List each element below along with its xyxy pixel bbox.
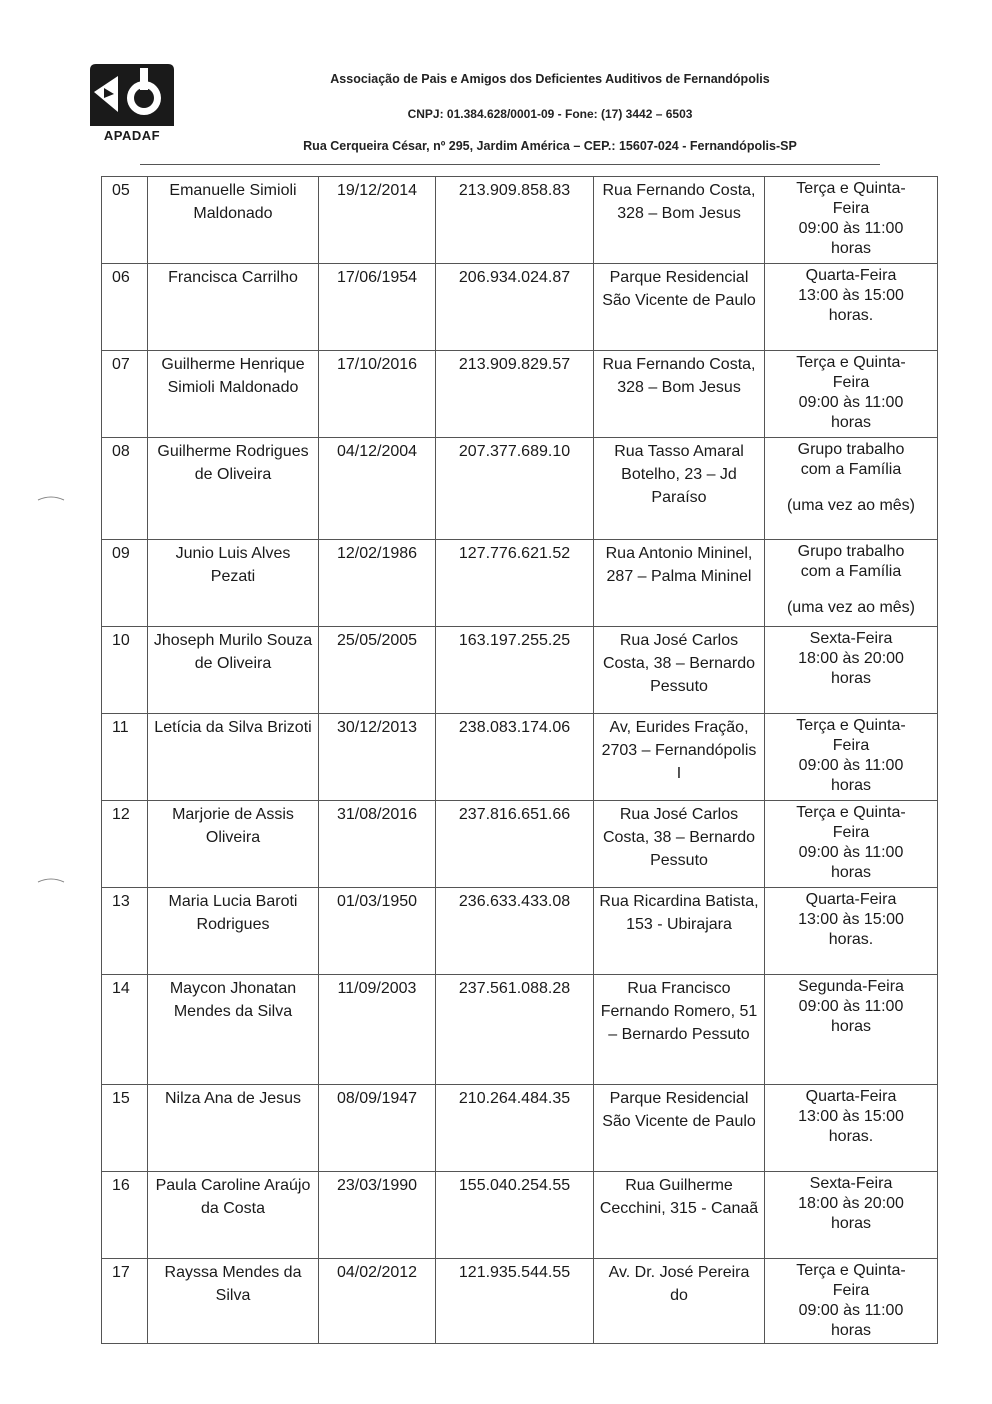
schedule-text: Sexta-Feira 18:00 às 20:00 horas (798, 630, 904, 687)
birth-date: 30/12/2013 (319, 714, 436, 801)
row-number: 08 (102, 438, 148, 540)
person-address: Rua Tasso Amaral Botelho, 23 – Jd Paraíso (594, 438, 765, 540)
document-number: 236.633.433.08 (436, 888, 594, 975)
table-row (102, 438, 938, 540)
schedule-text: Quarta-Feira 13:00 às 15:00 horas. (798, 1088, 904, 1145)
schedule (765, 888, 938, 975)
schedule (765, 540, 938, 627)
person-address: Parque Residencial São Vicente de Paulo (594, 264, 765, 351)
person-name: Francisca Carrilho (148, 264, 319, 351)
document-number: 155.040.254.55 (436, 1172, 594, 1259)
table-row (102, 351, 938, 438)
birth-date: 12/02/1986 (319, 540, 436, 627)
person-name: Letícia da Silva Brizoti (148, 714, 319, 801)
schedule-text: Terça e Quinta- Feira 09:00 às 11:00 horas (796, 717, 906, 794)
person-name: Emanuelle Simioli Maldonado (148, 177, 319, 264)
person-address: Rua Ricardina Batista, 153 - Ubirajara (594, 888, 765, 975)
birth-date: 08/09/1947 (319, 1085, 436, 1172)
birth-date: 04/12/2004 (319, 438, 436, 540)
document-number: 213.909.829.57 (436, 351, 594, 438)
person-name: Maria Lucia Baroti Rodrigues (148, 888, 319, 975)
table-row (102, 627, 938, 714)
logo-text: APADAF (103, 128, 161, 143)
row-number: 11 (102, 714, 148, 801)
person-name: Nilza Ana de Jesus (148, 1085, 319, 1172)
person-name: Guilherme Rodrigues de Oliveira (148, 438, 319, 540)
document-number: 237.561.088.28 (436, 975, 594, 1085)
row-number: 13 (102, 888, 148, 975)
schedule-note: (uma vez ao mês) (786, 599, 916, 616)
row-number: 14 (102, 975, 148, 1085)
birth-date: 11/09/2003 (319, 975, 436, 1085)
schedule (765, 1085, 938, 1172)
table-row (102, 1172, 938, 1259)
row-number: 17 (102, 1259, 148, 1344)
beneficiaries-table (101, 176, 938, 1344)
person-address: Rua Francisco Fernando Romero, 51 – Bernardo Pessuto (594, 975, 765, 1085)
schedule (765, 1172, 938, 1259)
person-address: Rua Antonio Mininel, 287 – Palma Mininel (594, 540, 765, 627)
row-number: 16 (102, 1172, 148, 1259)
schedule-text: Terça e Quinta- Feira 09:00 às 11:00 horas (796, 1262, 906, 1339)
row-number: 07 (102, 351, 148, 438)
schedule-note: (uma vez ao mês) (786, 497, 916, 514)
schedule-text: Segunda-Feira 09:00 às 11:00 horas (798, 978, 904, 1035)
row-number: 09 (102, 540, 148, 627)
table-row (102, 714, 938, 801)
schedule-text: Grupo trabalho com a Família (797, 543, 905, 580)
table-row (102, 264, 938, 351)
table-row (102, 888, 938, 975)
birth-date: 17/06/1954 (319, 264, 436, 351)
schedule (765, 264, 938, 351)
row-number: 12 (102, 801, 148, 888)
schedule-text: Quarta-Feira 13:00 às 15:00 horas. (798, 267, 904, 324)
punch-hole-mark (36, 494, 66, 502)
table-row (102, 1085, 938, 1172)
person-address: Rua Fernando Costa, 328 – Bom Jesus (594, 177, 765, 264)
row-number: 10 (102, 627, 148, 714)
birth-date: 31/08/2016 (319, 801, 436, 888)
document-number: 213.909.858.83 (436, 177, 594, 264)
person-name: Maycon Jhonatan Mendes da Silva (148, 975, 319, 1085)
schedule-text: Quarta-Feira 13:00 às 15:00 horas. (798, 891, 904, 948)
person-name: Marjorie de Assis Oliveira (148, 801, 319, 888)
document-number: 237.816.651.66 (436, 801, 594, 888)
schedule (765, 627, 938, 714)
schedule (765, 351, 938, 438)
person-address: Rua José Carlos Costa, 38 – Bernardo Pessuto (594, 627, 765, 714)
document-number: 163.197.255.25 (436, 627, 594, 714)
document-number: 238.083.174.06 (436, 714, 594, 801)
birth-date: 23/03/1990 (319, 1172, 436, 1259)
schedule (765, 714, 938, 801)
schedule (765, 801, 938, 888)
document-number: 121.935.544.55 (436, 1259, 594, 1344)
org-address: Rua Cerqueira César, nº 295, Jardim América – CEP.: 15607-024 - Fernandópolis-SP (303, 139, 797, 153)
document-number: 206.934.024.87 (436, 264, 594, 351)
person-address: Rua José Carlos Costa, 38 – Bernardo Pessuto (594, 801, 765, 888)
schedule (765, 1259, 938, 1344)
document-number: 207.377.689.10 (436, 438, 594, 540)
birth-date: 01/03/1950 (319, 888, 436, 975)
birth-date: 25/05/2005 (319, 627, 436, 714)
person-address: Av, Eurides Fração, 2703 – Fernandópolis I (594, 714, 765, 801)
org-name: Associação de Pais e Amigos dos Deficientes Auditivos de Fernandópolis (330, 72, 770, 86)
punch-hole-mark (36, 876, 66, 884)
schedule-text: Terça e Quinta- Feira 09:00 às 11:00 horas (796, 180, 906, 257)
birth-date: 17/10/2016 (319, 351, 436, 438)
table-row (102, 540, 938, 627)
schedule-text: Sexta-Feira 18:00 às 20:00 horas (798, 1175, 904, 1232)
person-address: Rua Fernando Costa, 328 – Bom Jesus (594, 351, 765, 438)
person-name: Junio Luis Alves Pezati (148, 540, 319, 627)
schedule (765, 177, 938, 264)
table-body (102, 177, 938, 1344)
person-name: Jhoseph Murilo Souza de Oliveira (148, 627, 319, 714)
table-row (102, 801, 938, 888)
schedule (765, 975, 938, 1085)
person-address: Parque Residencial São Vicente de Paulo (594, 1085, 765, 1172)
row-number: 06 (102, 264, 148, 351)
table-row (102, 975, 938, 1085)
birth-date: 19/12/2014 (319, 177, 436, 264)
person-name: Rayssa Mendes da Silva (148, 1259, 319, 1344)
row-number: 15 (102, 1085, 148, 1172)
person-address: Av. Dr. José Pereira do (594, 1259, 765, 1344)
schedule-text: Grupo trabalho com a Família (797, 441, 905, 478)
table-row (102, 1259, 938, 1344)
table-row (102, 177, 938, 264)
cnpj-phone: CNPJ: 01.384.628/0001-09 - Fone: (17) 3442 – 6503 (407, 107, 693, 121)
row-number: 05 (102, 177, 148, 264)
document-number: 127.776.621.52 (436, 540, 594, 627)
person-name: Guilherme Henrique Simioli Maldonado (148, 351, 319, 438)
person-name: Paula Caroline Araújo da Costa (148, 1172, 319, 1259)
birth-date: 04/02/2012 (319, 1259, 436, 1344)
schedule-text: Terça e Quinta- Feira 09:00 às 11:00 horas (796, 354, 906, 431)
person-address: Rua Guilherme Cecchini, 315 - Canaã (594, 1172, 765, 1259)
schedule (765, 438, 938, 540)
document-number: 210.264.484.35 (436, 1085, 594, 1172)
header-divider (140, 164, 880, 165)
schedule-text: Terça e Quinta- Feira 09:00 às 11:00 horas (796, 804, 906, 881)
